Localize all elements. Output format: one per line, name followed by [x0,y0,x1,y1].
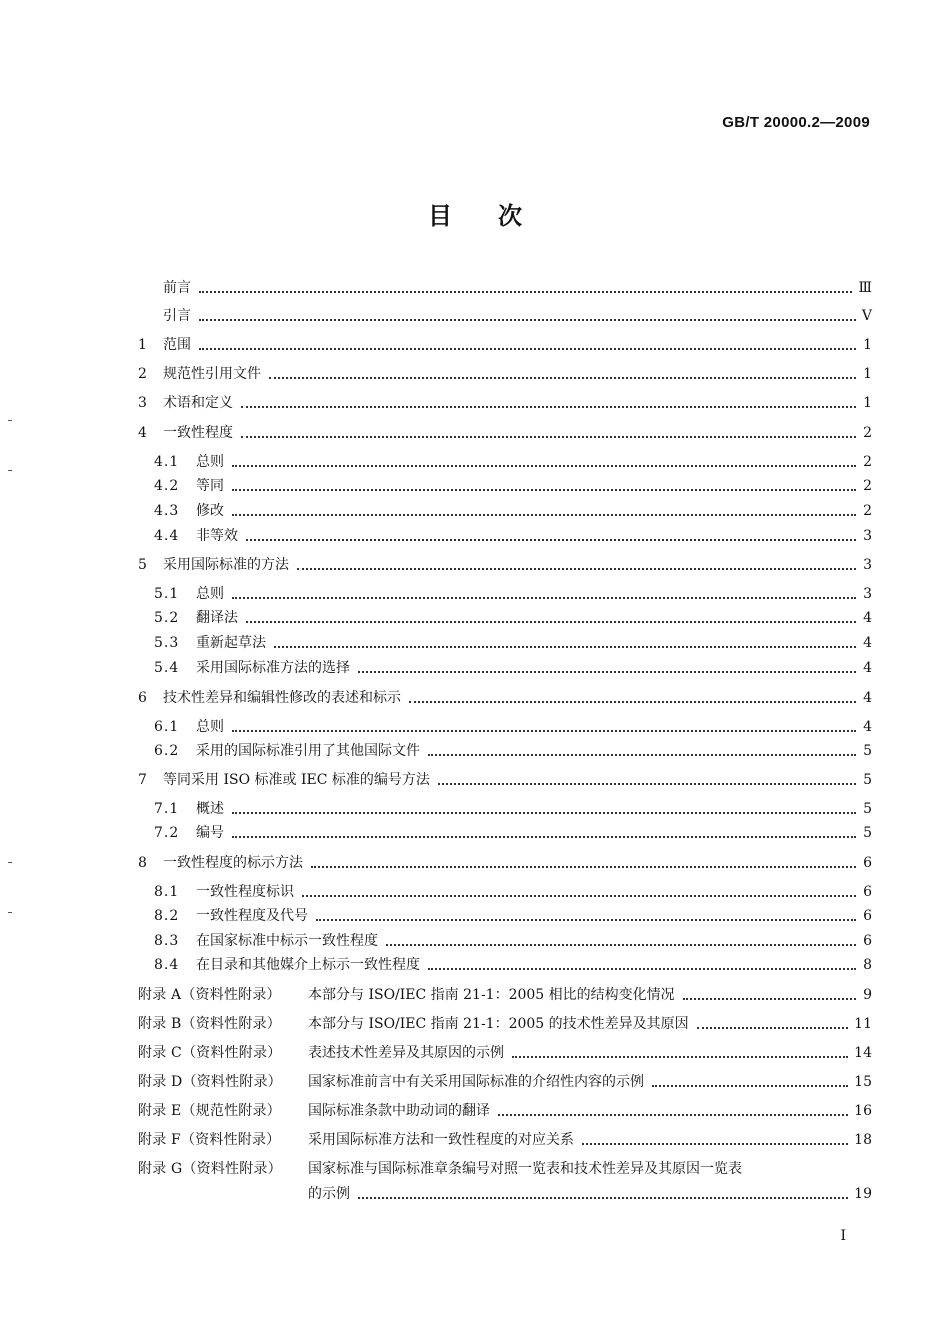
toc-entry-page: 9 [863,987,872,1003]
toc-entry-label: 在目录和其他媒介上标示一致性程度 [196,957,420,973]
dot-leader [232,729,856,732]
toc-entry-label: 国家标准前言中有关采用国际标准的介绍性内容的示例 [308,1074,644,1090]
toc-entry-page: 16 [854,1103,872,1119]
dot-leader [241,435,856,438]
dot-leader [316,918,856,921]
toc-entry-number: 5.2 [154,610,180,626]
toc-entry-page: 2 [863,425,872,441]
margin-mark [8,420,12,421]
toc-entry-label: 在国家标准中标示一致性程度 [196,933,378,949]
dot-leader [409,700,856,703]
toc-entry-label: 国际标准条款中助动词的翻译 [308,1103,490,1119]
dot-leader [274,645,856,648]
dot-leader [246,538,856,541]
toc-entry-label: 本部分与 ISO/IEC 指南 21-1：2005 的技术性差异及其原因 [308,1016,689,1032]
toc-entry-label: 总则 [196,586,224,602]
toc-entry-page: 2 [863,478,872,494]
toc-entry-label: 范围 [163,337,191,353]
toc-entry-page: 18 [854,1132,872,1148]
toc-entry-number: 6 [138,690,147,706]
toc-entry-page: 4 [863,610,872,626]
toc-entry[interactable] [138,1012,872,1034]
dot-leader [498,1113,848,1116]
toc-entry-label: 的示例 [308,1186,350,1202]
dot-leader [246,620,856,623]
dot-leader [232,596,856,599]
toc-entry-page: 5 [863,801,872,817]
toc-entry-label: 编号 [196,825,224,841]
toc-entry-number: 附录 A（资料性附录） [138,987,281,1003]
toc-entry-label: 采用国际标准的方法 [163,557,289,573]
toc-entry-page: 5 [863,825,872,841]
toc-entry-page: 8 [863,957,872,973]
toc-entry-label: 修改 [196,503,224,519]
toc-entry[interactable] [138,421,872,443]
toc-entry-number: 4.2 [154,478,180,494]
toc-entry-label: 一致性程度的标示方法 [163,855,303,871]
toc-entry[interactable] [138,797,872,819]
toc-entry[interactable] [138,851,872,873]
toc-entry-label: 等同 [196,478,224,494]
toc-entry[interactable] [138,1099,872,1121]
toc-entry-number: 4 [138,425,147,441]
toc-entry-number: 附录 B（资料性附录） [138,1016,281,1032]
toc-entry-page: 11 [854,1016,872,1032]
toc-entry-label: 本部分与 ISO/IEC 指南 21-1：2005 相比的结构变化情况 [308,987,675,1003]
toc-entry-label: 采用的国际标准引用了其他国际文件 [196,743,420,759]
toc-entry-continuation[interactable] [308,1182,872,1204]
toc-entry[interactable] [138,1157,872,1179]
toc-entry-number: 6.1 [154,719,180,735]
toc-entry[interactable] [138,582,872,604]
dot-leader [269,376,856,379]
toc-entry-page: 1 [863,366,872,382]
toc-entry[interactable] [138,768,872,790]
dot-leader [199,290,852,293]
toc-entry-number: 2 [138,366,147,382]
toc-entry-number: 3 [138,395,147,411]
toc-entry-page: 5 [863,772,872,788]
toc-entry-label: 非等效 [196,528,238,544]
toc-entry-number: 4.4 [154,528,180,544]
toc-entry-number: 7.1 [154,801,180,817]
dot-leader [302,894,856,897]
dot-leader [297,567,856,570]
dot-leader [428,967,856,970]
toc-entry-page: 19 [854,1186,872,1202]
toc-entry-page: Ⅲ [858,280,872,296]
toc-entry-number: 8.2 [154,908,180,924]
toc-entry[interactable] [138,391,872,413]
toc-entry-label: 总则 [196,719,224,735]
toc-entry-page: 4 [863,719,872,735]
dot-leader [386,943,856,946]
toc-entry-label: 重新起草法 [196,635,266,651]
toc-entry-page: 4 [863,690,872,706]
toc-entry-number: 附录 G（资料性附录） [138,1161,282,1177]
toc-entry-page: 3 [863,557,872,573]
toc-entry-label: 技术性差异和编辑性修改的表述和标示 [163,690,401,706]
toc-entry-number: 5.4 [154,660,180,676]
toc-entry-number: 附录 F（资料性附录） [138,1132,281,1148]
dot-leader [358,1196,848,1199]
page-title: 目次 [428,201,568,230]
toc-entry-page: 4 [863,635,872,651]
toc-entry-number: 8.3 [154,933,180,949]
toc-entry-page: 6 [863,855,872,871]
dot-leader [652,1084,848,1087]
toc-entry-label: 一致性程度及代号 [196,908,308,924]
margin-mark [8,862,12,863]
toc-entry-label: 国家标准与国际标准章条编号对照一览表和技术性差异及其原因一览表 [308,1161,742,1177]
toc-entry-label: 概述 [196,801,224,817]
toc-entry-number: 4.1 [154,454,180,470]
dot-leader [199,347,856,350]
dot-leader [232,835,856,838]
toc-entry-label: 表述技术性差异及其原因的示例 [308,1045,504,1061]
toc-entry[interactable] [138,362,872,384]
toc-entry-label: 一致性程度 [163,425,233,441]
toc-entry[interactable] [138,276,872,298]
margin-mark [8,912,12,913]
toc-entry[interactable] [138,821,872,843]
dot-leader [683,997,856,1000]
toc-entry[interactable] [138,715,872,737]
dot-leader [232,488,856,491]
toc-entry[interactable] [138,553,872,575]
dot-leader [232,513,856,516]
dot-leader [428,753,856,756]
toc-entry[interactable] [138,606,872,628]
toc-entry-page: 14 [854,1045,872,1061]
toc-entry-page: 6 [863,933,872,949]
toc-entry[interactable] [138,953,872,975]
toc-entry[interactable] [138,1070,872,1092]
toc-entry-number: 附录 C（资料性附录） [138,1045,282,1061]
toc-entry-label: 一致性程度标识 [196,884,294,900]
toc-entry[interactable] [138,686,872,708]
toc-entry[interactable] [138,739,872,761]
toc-entry-label: 采用国际标准方法的选择 [196,660,350,676]
dot-leader [232,464,856,467]
toc-entry-page: 6 [863,884,872,900]
toc-entry-page: 5 [863,743,872,759]
toc-entry-label: 采用国际标准方法和一致性程度的对应关系 [308,1132,574,1148]
page-number: Ⅰ [840,1228,846,1244]
toc-entry-number: 1 [138,337,147,353]
toc-entry-number: 5.3 [154,635,180,651]
dot-leader [697,1026,849,1029]
toc-entry-page: 3 [863,586,872,602]
toc-entry-label: 引言 [163,308,191,324]
toc-entry[interactable] [138,880,872,902]
toc-entry[interactable] [138,656,872,678]
toc-entry-number: 4.3 [154,503,180,519]
toc-entry-label: 翻译法 [196,610,238,626]
toc-entry-page: Ⅴ [861,308,872,324]
toc-entry-page: 1 [863,337,872,353]
standard-code: GB/T 20000.2—2009 [722,114,870,131]
toc-entry-number: 6.2 [154,743,180,759]
toc-entry[interactable] [138,1041,872,1063]
toc-entry-number: 8.4 [154,957,180,973]
toc-entry-label: 总则 [196,454,224,470]
toc-entry[interactable] [138,333,872,355]
toc-entry[interactable] [138,1128,872,1150]
toc-entry-number: 7 [138,772,147,788]
toc-entry-number: 5 [138,557,147,573]
toc-entry-page: 3 [863,528,872,544]
toc-entry[interactable] [138,474,872,496]
toc-entry[interactable] [138,450,872,472]
toc-entry-number: 5.1 [154,586,180,602]
toc-entry-number: 7.2 [154,825,180,841]
toc-entry-label: 等同采用 ISO 标准或 IEC 标准的编号方法 [163,772,430,788]
dot-leader [582,1142,848,1145]
toc-entry[interactable] [138,631,872,653]
dot-leader [311,865,856,868]
toc-entry[interactable] [138,304,872,326]
toc-entry[interactable] [138,929,872,951]
margin-mark [8,470,12,471]
toc-entry-page: 2 [863,503,872,519]
toc-entry[interactable] [138,983,872,1005]
toc-entry-number: 8.1 [154,884,180,900]
toc-entry-label: 术语和定义 [163,395,233,411]
toc-entry-page: 1 [863,395,872,411]
toc-entry-page: 2 [863,454,872,470]
dot-leader [512,1055,848,1058]
toc-entry-page: 15 [854,1074,872,1090]
dot-leader [199,318,856,321]
toc-entry-label: 前言 [163,280,191,296]
dot-leader [241,405,856,408]
toc-entry[interactable] [138,499,872,521]
toc-entry-page: 6 [863,908,872,924]
toc-entry-number: 附录 D（资料性附录） [138,1074,282,1090]
toc-entry[interactable] [138,904,872,926]
dot-leader [438,782,856,785]
toc-entry-number: 8 [138,855,147,871]
dot-leader [358,670,856,673]
toc-entry[interactable] [138,524,872,546]
toc-entry-page: 4 [863,660,872,676]
toc-entry-label: 规范性引用文件 [163,366,261,382]
toc-entry-number: 附录 E（规范性附录） [138,1103,281,1119]
dot-leader [232,811,856,814]
